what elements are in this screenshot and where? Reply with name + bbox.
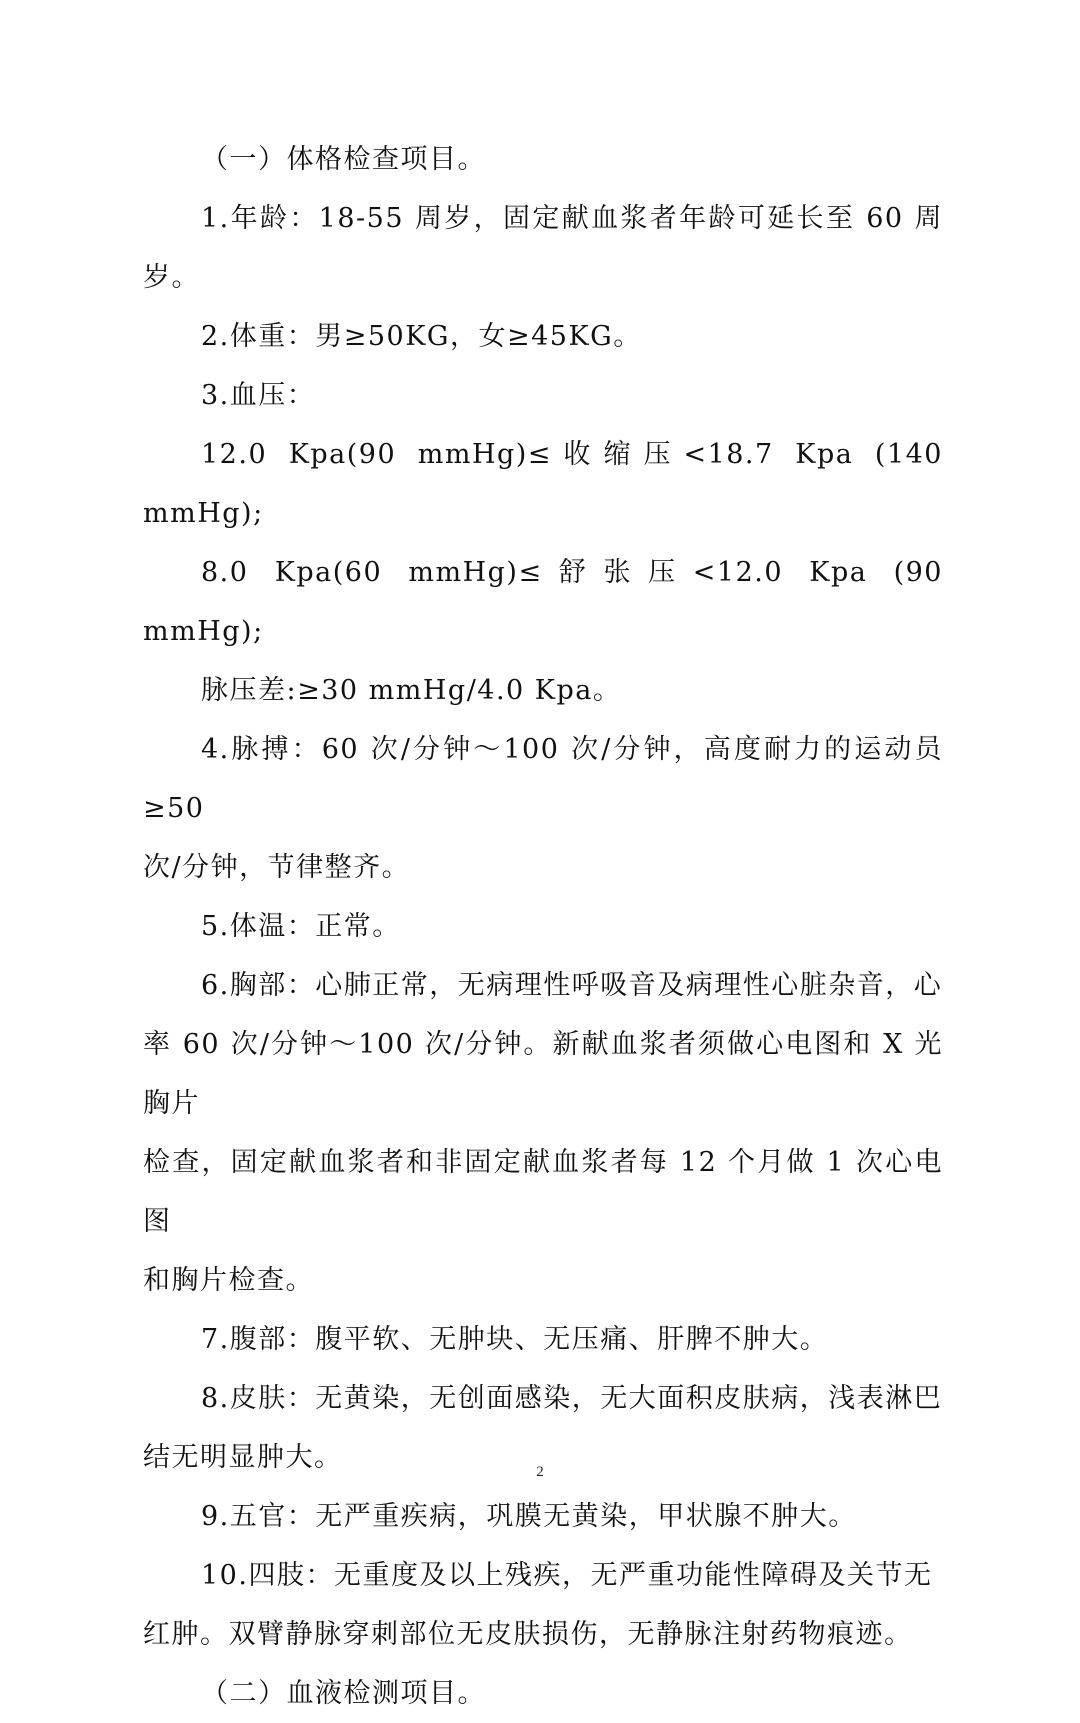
item-chest: 6.胸部：心肺正常，无病理性呼吸音及病理性心脏杂音，心 率 60 次/分钟～100 次/分钟。新献血浆者须做心电图和 X 光胸片 检查，固定献血浆者和非固定献血浆者每 12 个月做 1 次心电图 和胸片检查。 <box>143 970 943 1296</box>
item-limbs: 10.四肢：无重度及以上残疾，无严重功能性障碍及关节无 红肿。双臂静脉穿刺部位无皮肤损伤，无静脉注射药物痕迹。 <box>143 1560 933 1650</box>
item-facial-features: 9.五官：无严重疾病，巩膜无黄染，甲状腺不肿大。 <box>201 1501 857 1532</box>
item-diastolic-range: 8.0 Kpa(60 mmHg)≤舒张压<12.0 Kpa (90 mmHg); <box>143 557 943 647</box>
section-heading-blood-tests: （二）血液检测项目。 <box>201 1678 486 1709</box>
item-temperature: 5.体温：正常。 <box>201 911 401 942</box>
item-abdomen: 7.腹部：腹平软、无肿块、无压痛、肝脾不肿大。 <box>201 1324 829 1355</box>
item-pulse-pressure: 脉压差:≥30 mmHg/4.0 Kpa。 <box>201 675 622 706</box>
page-number: 2 <box>536 1464 544 1480</box>
item-age: 1.年龄：18-55 周岁，固定献血浆者年龄可延长至 60 周岁。 <box>143 203 943 293</box>
document-body <box>143 130 943 1723</box>
item-systolic-range: 12.0 Kpa(90 mmHg)≤收缩压<18.7 Kpa (140 mmHg); <box>143 439 943 529</box>
item-blood-pressure: 3.血压： <box>201 380 316 411</box>
item-weight: 2.体重：男≥50KG，女≥45KG。 <box>201 321 642 352</box>
item-skin: 8.皮肤：无黄染，无创面感染，无大面积皮肤病，浅表淋巴 结无明显肿大。 <box>143 1383 943 1473</box>
section-heading-physical-exam: （一）体格检查项目。 <box>201 144 486 175</box>
item-pulse: 4.脉搏：60 次/分钟～100 次/分钟，高度耐力的运动员≥50 次/分钟，节律整齐。 <box>143 734 943 883</box>
